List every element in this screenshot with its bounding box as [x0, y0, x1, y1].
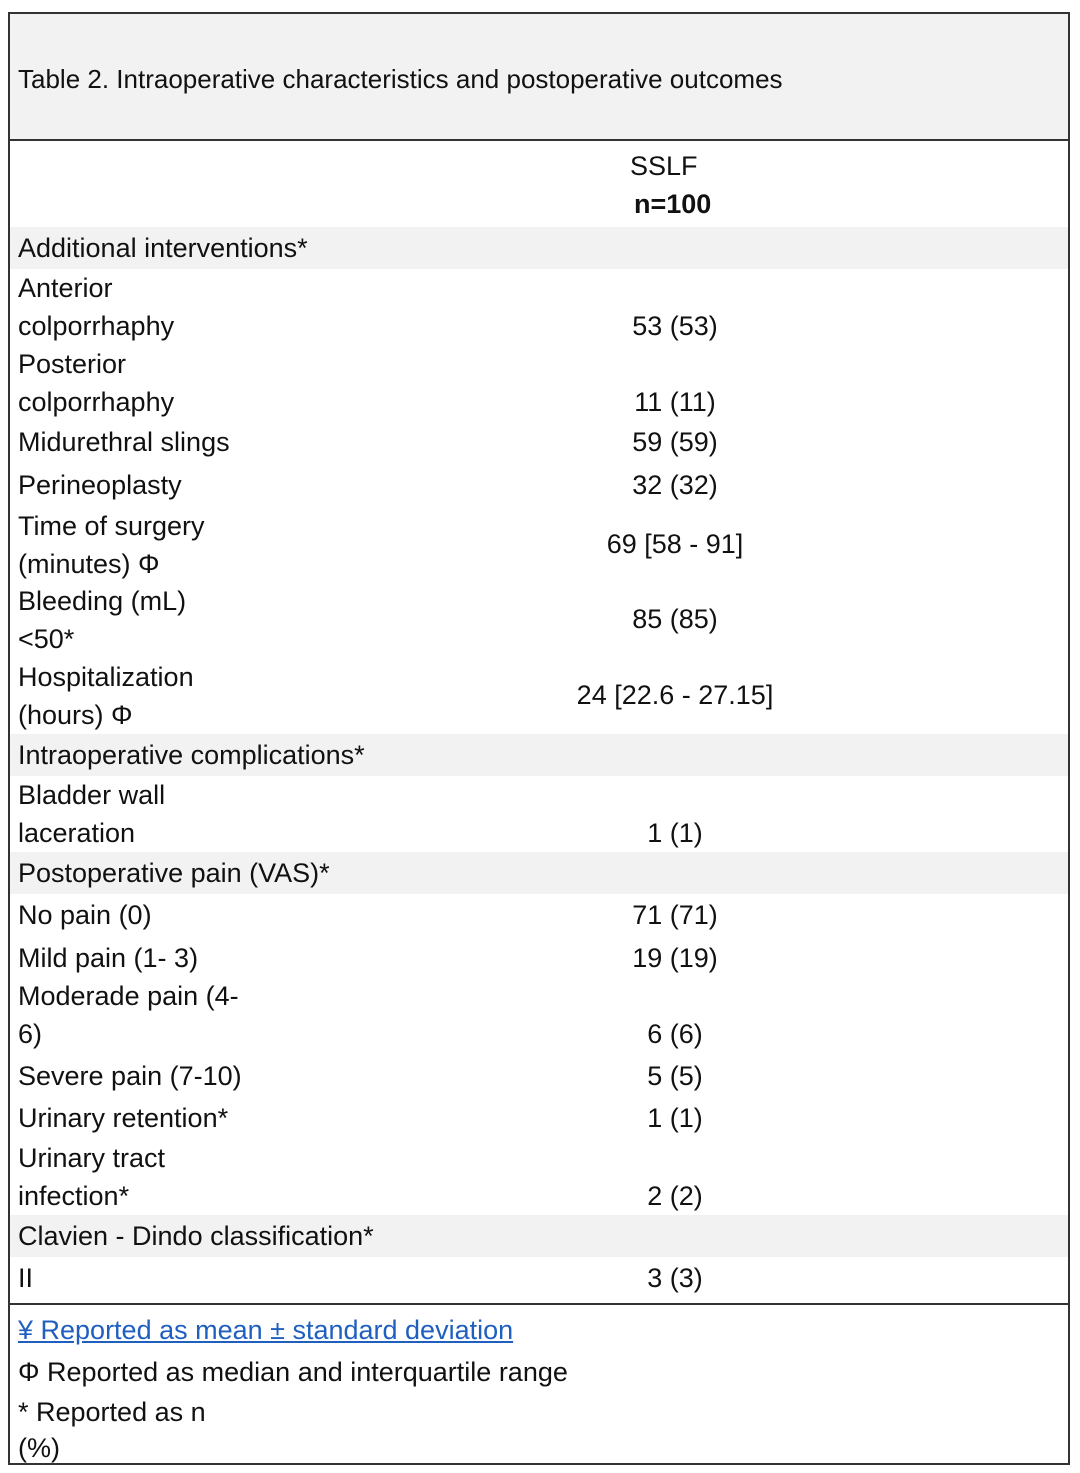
row-value: 1 (1) [647, 818, 703, 848]
row-label: Additional interventions* [18, 233, 308, 263]
row-label: Mild pain (1- 3) [18, 943, 199, 973]
table-row [10, 1139, 1068, 1215]
table-row [10, 1055, 1068, 1097]
table-title: Table 2. Intraoperative characteristics and postoperative outcomes [18, 64, 783, 94]
row-value: 5 (5) [647, 1061, 703, 1091]
table-row-section [10, 734, 1068, 776]
row-label: Clavien - Dindo classification* [18, 1221, 374, 1251]
row-value: 11 (11) [634, 387, 716, 417]
row-label: Postoperative pain (VAS)* [18, 858, 330, 888]
row-label: II [18, 1263, 34, 1293]
row-label: Midurethral slings [18, 427, 230, 457]
row-label: Perineoplasty [18, 470, 182, 500]
row-value: 69 [58 - 91] [606, 529, 744, 559]
table-row [10, 345, 1068, 421]
table-row-section [10, 1215, 1068, 1257]
table-row [10, 269, 1068, 345]
table-row [10, 464, 1068, 507]
table-body [10, 227, 1068, 1301]
row-label: Hospitalization (hours) Φ [18, 662, 194, 730]
table-row [10, 776, 1068, 852]
row-label: Posterior colporrhaphy [18, 349, 175, 417]
row-value: 59 (59) [632, 427, 718, 457]
group-n-header: n=100 [634, 189, 712, 219]
table-row [10, 421, 1068, 464]
row-value: 19 (19) [632, 943, 718, 973]
row-label: Severe pain (7-10) [18, 1061, 242, 1091]
row-label: No pain (0) [18, 900, 152, 930]
row-value: 3 (3) [647, 1263, 703, 1293]
row-value: 53 (53) [632, 311, 718, 341]
table-row [10, 977, 1068, 1055]
column-header [10, 141, 1068, 227]
table-row [10, 507, 1068, 582]
row-value: 24 [22.6 - 27.15] [576, 680, 774, 710]
row-label: Bladder wall laceration [18, 780, 166, 848]
row-label: Moderade pain (4- 6) [18, 981, 239, 1049]
table-footnotes [10, 1303, 1068, 1463]
table-frame [8, 12, 1070, 1465]
row-value: 1 (1) [647, 1103, 703, 1133]
group-header: SSLF [630, 151, 698, 181]
table-title-bar [10, 14, 1068, 141]
row-label: Urinary tract infection* [18, 1143, 166, 1211]
table-row [10, 894, 1068, 937]
table-row [10, 937, 1068, 977]
table-row [10, 1257, 1068, 1301]
row-value: 85 (85) [632, 604, 718, 634]
footnote-mean-sd-link[interactable]: ¥ Reported as mean ± standard deviation [18, 1315, 514, 1345]
row-value: 6 (6) [647, 1019, 703, 1049]
table-row [10, 1097, 1068, 1139]
row-value: 2 (2) [647, 1181, 703, 1211]
row-value: 71 (71) [632, 900, 718, 930]
table-row [10, 658, 1068, 734]
table-row [10, 582, 1068, 658]
footnote-median-iqr: Φ Reported as median and interquartile range [18, 1357, 568, 1387]
row-value: 32 (32) [632, 470, 718, 500]
table-row-section [10, 227, 1068, 269]
row-label: Intraoperative complications* [18, 740, 365, 770]
row-label: Urinary retention* [18, 1103, 229, 1133]
footnote-n-pct: * Reported as n [18, 1397, 206, 1427]
table-row-section [10, 852, 1068, 894]
row-label: Anterior colporrhaphy [18, 273, 175, 341]
row-label: Bleeding (mL) <50* [18, 586, 187, 654]
footnote-n-pct-cont: (%) [18, 1433, 60, 1463]
row-label: Time of surgery (minutes) Φ [18, 511, 205, 579]
